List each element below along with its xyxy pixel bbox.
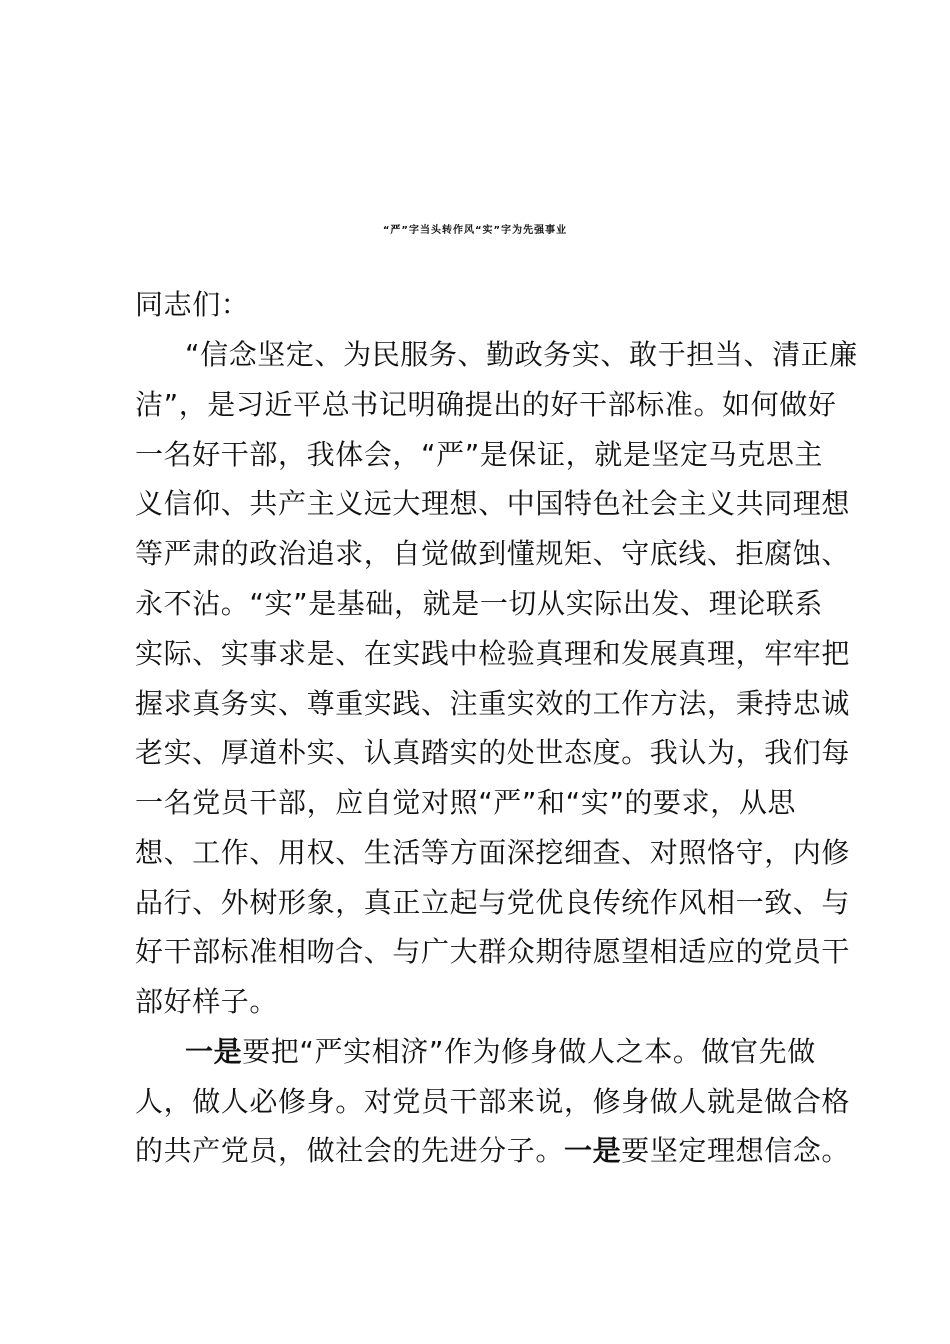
paragraph-line: 等严肃的政治追求，自觉做到懂规矩、守底线、拒腐蚀、 — [135, 537, 851, 570]
point-marker: 一是 — [185, 1035, 243, 1068]
paragraph-line: 一名好干部，我体会，“严”是保证，就是坚定马克思主 — [135, 438, 824, 471]
paragraph-line: 一名党员干部，应自觉对照“严”和“实”的要求，从思 — [135, 786, 797, 819]
paragraph-line: 永不沾。“实”是基础，就是一切从实际出发、理论联系 — [135, 587, 824, 620]
paragraph-line: 部好样子。 — [135, 985, 279, 1018]
paragraph-line: 握求真务实、尊重实践、注重实效的工作方法，秉持忠诚 — [135, 687, 851, 720]
paragraph-line — [135, 1131, 850, 1171]
paragraph-text: 要把“严实相济”作为修身做人之本。做官先做 — [242, 1035, 816, 1068]
paragraph-text: 要坚定理想信念。 — [621, 1134, 851, 1167]
salutation: 同志们： — [135, 288, 250, 321]
paragraph-line: “信念坚定、为民服务、勤政务实、敢于担当、清正廉 — [185, 338, 858, 371]
paragraph-line: 想、工作、用权、生活等方面深挖细查、对照恪守，内修 — [135, 836, 851, 869]
paragraph-line — [185, 1032, 816, 1072]
paragraph-line: 好干部标准相吻合、与广大群众期待愿望相适应的党员干 — [135, 935, 851, 968]
paragraph-line: 义信仰、共产主义远大理想、中国特色社会主义共同理想 — [135, 487, 851, 520]
paragraph-line: 老实、厚道朴实、认真踏实的处世态度。我认为，我们每 — [135, 736, 851, 769]
document-title: “严”字当头转作风“实”字为先强事业 — [382, 225, 568, 236]
paragraph-text: 的共产党员，做社会的先进分子。 — [135, 1134, 565, 1167]
paragraph-line: 实际、实事求是、在实践中检验真理和发展真理，牢牢把 — [135, 637, 851, 670]
paragraph-line: 人，做人必修身。对党员干部来说，修身做人就是做合格 — [135, 1085, 851, 1118]
paragraph-line: 品行、外树形象，真正立起与党优良传统作风相一致、与 — [135, 886, 851, 919]
paragraph-line: 洁”，是习近平总书记明确提出的好干部标准。如何做好 — [135, 388, 837, 421]
point-marker: 一是 — [564, 1134, 622, 1167]
